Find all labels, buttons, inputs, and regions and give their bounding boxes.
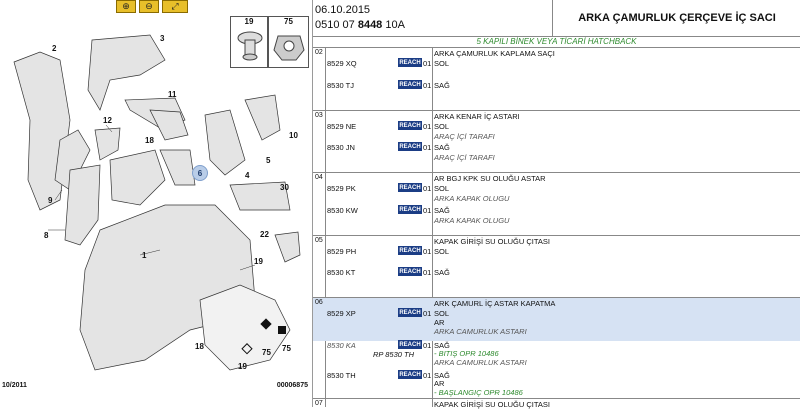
reach-badge: REACH xyxy=(399,81,421,88)
group-description: ARK ÇAMURL İÇ ASTAR KAPATMA xyxy=(434,299,556,308)
part-quantity: 01 xyxy=(423,268,432,277)
callout-label: 18 xyxy=(145,136,154,145)
hotspot-6[interactable]: 6 xyxy=(192,165,208,181)
part-quantity: 01 xyxy=(423,81,432,90)
part-reference: 8529 XP xyxy=(327,309,356,318)
callout-label: 30 xyxy=(280,183,289,192)
parts-list-panel xyxy=(313,0,800,407)
callout-label: 11 xyxy=(168,90,177,99)
part-row[interactable] xyxy=(313,267,800,278)
callout-label: 2 xyxy=(52,44,57,53)
part-note: ARAÇ İÇİ TARAFI xyxy=(434,132,495,141)
reach-badge: REACH xyxy=(399,247,421,254)
part-quantity: 01 xyxy=(423,206,432,215)
part-row[interactable] xyxy=(313,183,800,194)
callout-label: 10 xyxy=(289,131,298,140)
zoom-out-icon[interactable]: ⊖ xyxy=(139,0,159,13)
part-reference: 8529 NE xyxy=(327,122,357,131)
part-note: ARKA CAMURLUK ASTARI xyxy=(434,327,527,336)
part-reference: 8530 JN xyxy=(327,143,355,152)
part-reference: 8530 KW xyxy=(327,206,358,215)
part-quantity: 01 xyxy=(423,247,432,256)
group-description: KAPAK GİRİŞİ SU OLUĞU ÇITASI xyxy=(434,237,550,246)
group-description: AR BGJ KPK SU OLUĞU ASTAR xyxy=(434,174,546,183)
parts-group-06-cont xyxy=(313,340,800,398)
part-row[interactable] xyxy=(313,308,800,319)
part-row[interactable] xyxy=(313,370,800,381)
part-note: ARKA CAMURLUK ASTARI xyxy=(434,358,527,367)
group-number: 04 xyxy=(315,174,323,181)
parts-group-05[interactable] xyxy=(313,235,800,297)
part-thumbnail-number: 75 xyxy=(284,17,293,26)
parts-group-07[interactable] xyxy=(313,398,800,407)
group-number: 06 xyxy=(315,299,323,306)
zoom-in-icon[interactable]: ⊕ xyxy=(116,0,136,13)
part-row[interactable] xyxy=(313,205,800,216)
part-side: SOL xyxy=(434,122,450,131)
part-note: ARAÇ İÇİ TARAFI xyxy=(434,153,495,162)
part-quantity: 01 xyxy=(423,371,432,380)
part-quantity: 01 xyxy=(423,341,432,350)
vehicle-variant: 5 KAPILI BİNEK VEYA TİCARİ HATCHBACK xyxy=(476,37,637,46)
part-side: SOL xyxy=(434,59,450,68)
parts-group-06-selected-cont xyxy=(313,320,800,341)
callout-label: 75 xyxy=(262,348,271,357)
part-thumbnail-number: 19 xyxy=(244,17,254,26)
part-row[interactable] xyxy=(313,121,800,132)
callout-label: 9 xyxy=(48,196,53,205)
reach-badge: REACH xyxy=(399,309,421,316)
group-number: 03 xyxy=(315,112,323,119)
header-meta xyxy=(313,0,553,36)
part-quantity: 01 xyxy=(423,122,432,131)
part-side: SOL xyxy=(434,184,450,193)
replacement-reference: RP 8530 TH xyxy=(373,350,414,359)
operation-note: - BITIŞ OPR 10486 xyxy=(434,349,499,358)
callout-label: 5 xyxy=(266,156,271,165)
part-row[interactable] xyxy=(313,142,800,153)
header-code: 0510 07 8448 10A xyxy=(315,19,405,31)
exploded-view-drawing xyxy=(0,0,312,407)
part-row[interactable] xyxy=(313,246,800,257)
part-reference: 8530 TH xyxy=(327,371,356,380)
part-row[interactable] xyxy=(313,58,800,69)
diagram-date: 10/2011 xyxy=(2,382,27,389)
part-quantity: 01 xyxy=(423,309,432,318)
part-side: SAĞ xyxy=(434,371,450,380)
part-row[interactable] xyxy=(313,80,800,91)
callout-label: 12 xyxy=(103,116,112,125)
callout-label: 75 xyxy=(282,344,291,353)
parts-group-04[interactable] xyxy=(313,172,800,235)
part-side: SAĞ xyxy=(434,341,450,350)
reach-badge: REACH xyxy=(399,184,421,191)
part-side: SAĞ xyxy=(434,143,450,152)
reach-badge: REACH xyxy=(399,268,421,275)
callout-label: 3 xyxy=(160,34,165,43)
callout-label: 18 xyxy=(195,342,204,351)
parts-header xyxy=(313,0,800,37)
part-reference: 8530 KT xyxy=(327,268,356,277)
part-note: ARKA KAPAK OLUGU xyxy=(434,216,510,225)
reach-badge: REACH xyxy=(399,371,421,378)
header-date: 06.10.2015 xyxy=(315,4,371,16)
group-description: ARKA KENAR İÇ ASTARI xyxy=(434,112,520,121)
part-note: ARKA KAPAK OLUGU xyxy=(434,194,510,203)
part-quantity: 01 xyxy=(423,143,432,152)
group-number: 07 xyxy=(315,400,323,407)
reach-badge: REACH xyxy=(399,341,421,348)
page-title: ARKA ÇAMURLUK ÇERÇEVE İÇ SACI xyxy=(578,12,776,24)
callout-label: 1 xyxy=(142,251,147,260)
part-reference: 8530 KA xyxy=(327,341,356,350)
zoom-fit-icon[interactable]: ⤢ xyxy=(162,0,188,13)
part-side: SOL xyxy=(434,309,450,318)
callout-label: 4 xyxy=(245,171,250,180)
part-extra: AR xyxy=(434,318,445,327)
part-side: SAĞ xyxy=(434,81,450,90)
part-reference: 8529 PK xyxy=(327,184,356,193)
part-side: SAĞ xyxy=(434,268,450,277)
part-quantity: 01 xyxy=(423,59,432,68)
reach-badge: REACH xyxy=(399,206,421,213)
callout-label: 8 xyxy=(44,231,49,240)
callout-label: 22 xyxy=(260,230,269,239)
parts-group-03[interactable] xyxy=(313,110,800,172)
part-side: SAĞ xyxy=(434,206,450,215)
part-side: SOL xyxy=(434,247,450,256)
callout-label: 19 xyxy=(238,362,247,371)
callout-label: 19 xyxy=(254,257,263,266)
group-description: KAPAK GİRİŞİ SU OLUĞU ÇITASI xyxy=(434,400,550,409)
reach-badge: REACH xyxy=(399,59,421,66)
part-extra: AR xyxy=(434,379,445,388)
parts-diagram xyxy=(0,0,313,407)
diagram-code: 00006875 xyxy=(276,382,308,389)
operation-note: - BAŞLANGIÇ OPR 10486 xyxy=(434,388,523,397)
part-reference: 8530 TJ xyxy=(327,81,354,90)
group-number: 05 xyxy=(315,237,323,244)
parts-group-06-selected[interactable] xyxy=(313,297,800,321)
group-description: ARKA ÇAMURLUK KAPLAMA SAÇI xyxy=(434,49,555,58)
group-number: 02 xyxy=(315,49,323,56)
part-reference: 8529 PH xyxy=(327,247,357,256)
part-quantity: 01 xyxy=(423,184,432,193)
part-reference: 8529 XQ xyxy=(327,59,357,68)
reach-badge: REACH xyxy=(399,143,421,150)
parts-group-02[interactable] xyxy=(313,47,800,110)
reach-badge: REACH xyxy=(399,122,421,129)
